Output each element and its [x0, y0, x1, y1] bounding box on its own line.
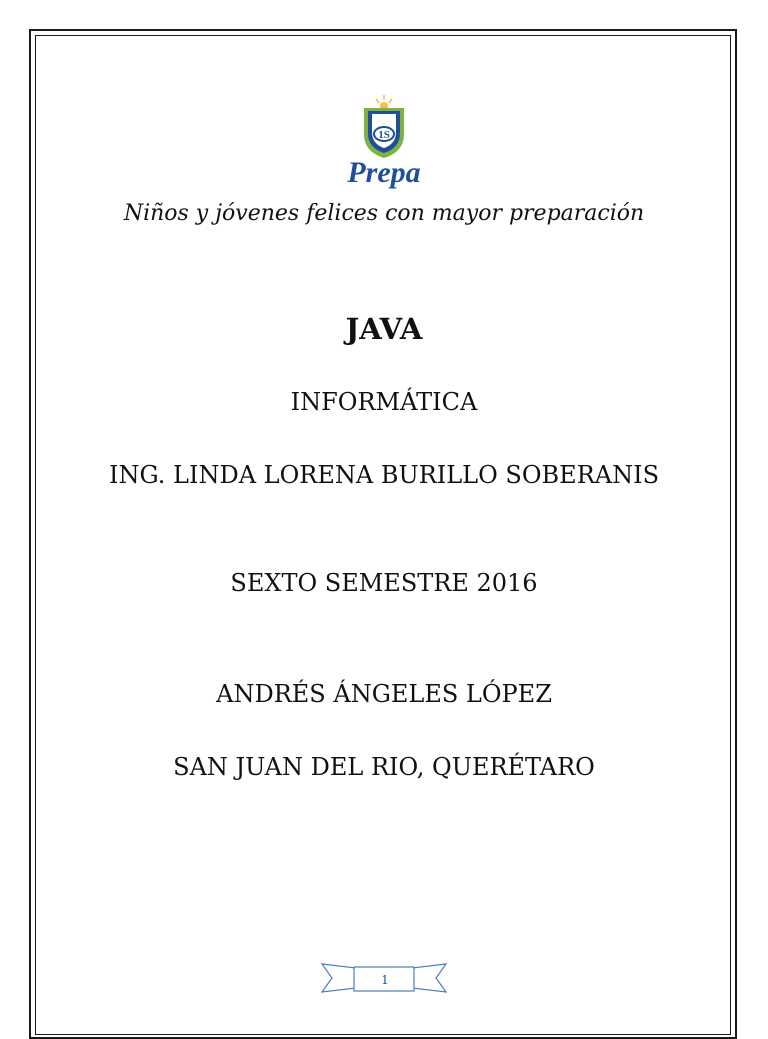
- teacher-line: ING. LINDA LORENA BURILLO SOBERANIS: [108, 461, 660, 489]
- logo-badge-text: 1S: [378, 129, 390, 141]
- logo-wordmark: Prepa: [347, 156, 421, 189]
- school-slogan: Niños y jóvenes felices con mayor preparación: [123, 201, 645, 226]
- shield-icon: [364, 108, 404, 158]
- sun-icon: [376, 95, 392, 110]
- semester-line: SEXTO SEMESTRE 2016: [230, 569, 538, 597]
- subject-line: INFORMÁTICA: [290, 388, 478, 416]
- location-line: SAN JUAN DEL RIO, QUERÉTARO: [173, 753, 595, 781]
- student-line: ANDRÉS ÁNGELES LÓPEZ: [216, 680, 552, 708]
- prepa-logo: [322, 92, 446, 196]
- document-title: JAVA: [345, 312, 423, 346]
- page-number: 1: [381, 973, 389, 987]
